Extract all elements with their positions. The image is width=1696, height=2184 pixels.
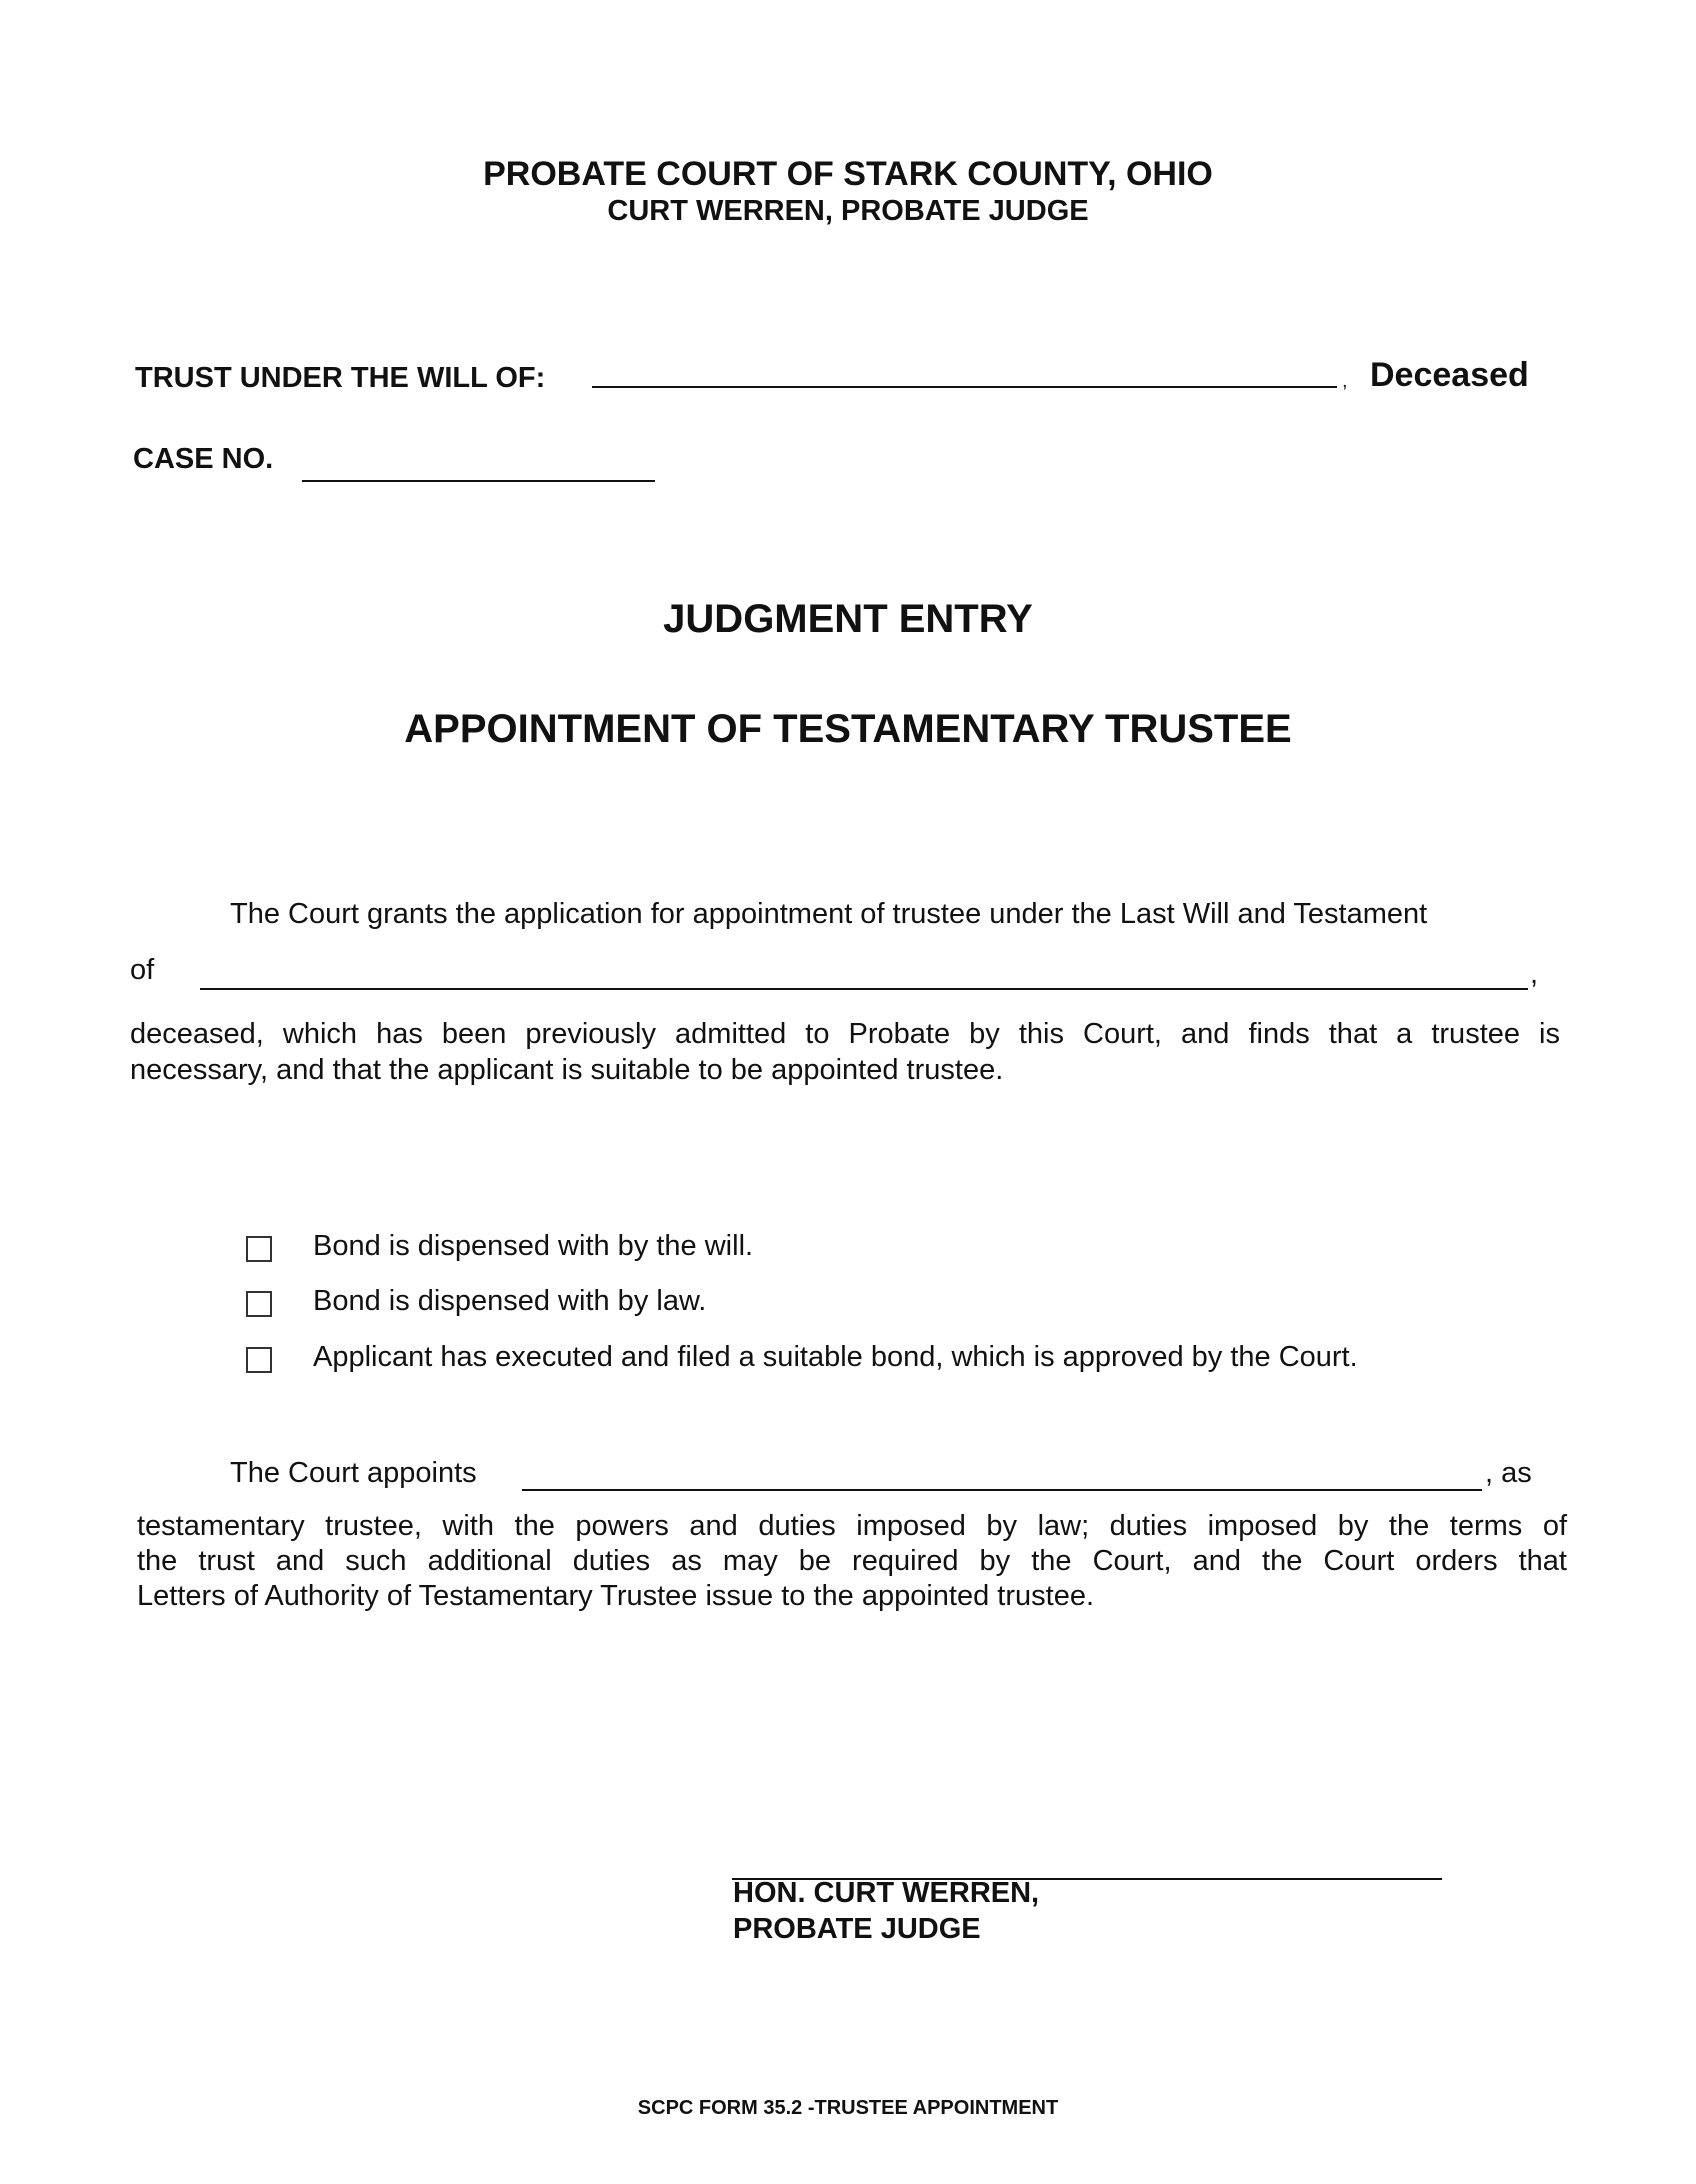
bond-by-law-checkbox[interactable] bbox=[246, 1291, 272, 1317]
finding-line-3: necessary, and that the applicant is suitable to be appointed trustee. bbox=[130, 1054, 1004, 1086]
bond-filed-checkbox[interactable] bbox=[246, 1347, 272, 1373]
appointment-line-3: Letters of Authority of Testamentary Trustee issue to the appointed trustee. bbox=[137, 1580, 1095, 1612]
judgment-entry-title: JUDGMENT ENTRY bbox=[663, 597, 1033, 641]
of-label: of bbox=[130, 954, 155, 986]
signature-title: PROBATE JUDGE bbox=[733, 1913, 981, 1945]
case-number-field[interactable] bbox=[302, 480, 655, 482]
decedent-name-field[interactable] bbox=[592, 386, 1337, 388]
appoints-lead: The Court appoints bbox=[230, 1457, 477, 1489]
testator-name-field[interactable] bbox=[200, 988, 1528, 990]
trust-label: TRUST UNDER THE WILL OF: bbox=[135, 362, 546, 394]
bond-by-law-label: Bond is dispensed with by law. bbox=[313, 1285, 707, 1317]
judge-name: CURT WERREN, PROBATE JUDGE bbox=[607, 195, 1089, 227]
finding-intro: The Court grants the application for appointment of trustee under the Last Will and Testament bbox=[230, 898, 1428, 930]
finding-line-2: deceased, which has been previously admitted to Probate by this Court, and finds that a trustee is bbox=[130, 1018, 1560, 1050]
trustee-name-field[interactable] bbox=[522, 1489, 1482, 1491]
case-number-label: CASE NO. bbox=[133, 443, 274, 475]
appoints-tail: , as bbox=[1485, 1457, 1532, 1489]
appointment-title: APPOINTMENT OF TESTAMENTARY TRUSTEE bbox=[404, 707, 1292, 751]
trust-comma: , bbox=[1342, 370, 1348, 392]
bond-by-will-label: Bond is dispensed with by the will. bbox=[313, 1230, 754, 1262]
of-comma: , bbox=[1530, 958, 1539, 990]
bond-filed-label: Applicant has executed and filed a suitable bond, which is approved by the Court. bbox=[313, 1341, 1358, 1373]
deceased-label: Deceased bbox=[1370, 356, 1529, 394]
form-id: SCPC FORM 35.2 -TRUSTEE APPOINTMENT bbox=[637, 2097, 1059, 2119]
bond-by-will-checkbox[interactable] bbox=[246, 1236, 272, 1262]
appointment-line-2: the trust and such additional duties as may be required by the Court, and the Court orders that bbox=[137, 1545, 1567, 1577]
appointment-line-1: testamentary trustee, with the powers and duties imposed by law; duties imposed by the terms of bbox=[137, 1510, 1567, 1542]
signature-name: HON. CURT WERREN, bbox=[733, 1877, 1040, 1909]
court-name: PROBATE COURT OF STARK COUNTY, OHIO bbox=[483, 155, 1213, 193]
